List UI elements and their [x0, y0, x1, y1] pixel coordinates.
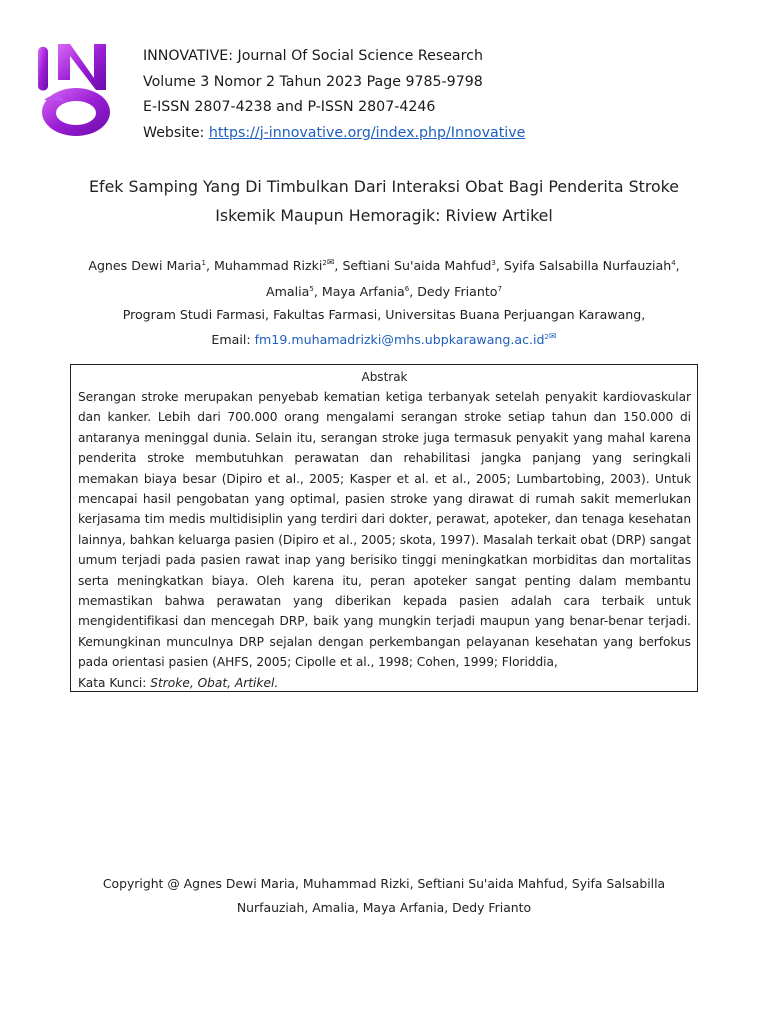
- email-line: [40, 326, 728, 352]
- keywords-value: Stroke, Obat, Artikel.: [150, 675, 279, 690]
- keywords-label: Kata Kunci:: [78, 675, 151, 690]
- envelope-icon: ✉: [549, 332, 557, 343]
- journal-header: [143, 44, 525, 146]
- article-title: [40, 172, 728, 230]
- title-line-1: Efek Samping Yang Di Timbulkan Dari Interaksi Obat Bagi Penderita Stroke: [89, 177, 679, 196]
- abstract-box: [70, 364, 698, 692]
- email-sup: 2: [544, 333, 550, 342]
- author-name: Dedy Frianto: [417, 283, 498, 299]
- copyright-block: [40, 872, 728, 920]
- author-name: Seftiani Su'aida Mahfud: [342, 258, 492, 274]
- website-link[interactable]: https://j-innovative.org/index.php/Innovative: [208, 124, 526, 141]
- copyright-line-2: Nurfauziah, Amalia, Maya Arfania, Dedy Frianto: [236, 900, 532, 915]
- title-line-2: Iskemik Maupun Hemoragik: Riview Artikel: [215, 206, 553, 225]
- author-sup: 5: [309, 284, 314, 293]
- author-sup: 1: [201, 259, 206, 267]
- author-block: [40, 252, 728, 352]
- abstract-text: Serangan stroke merupakan penyebab kematian ketiga terbanyak setelah penyakit kardiovaskular dan kanker. Lebih dari 700.000 orang mengalami serangan stroke setiap tahun dan 150.000 di antaranya meninggal dunia. Selain itu, serangan stroke juga termasuk penyakit yang mahal karena penderita stroke membutuhkan perawatan dan rehabilitasi jangka panjang yang seringkali memakan biaya besar (Dipiro et al., 2005; Kasper et al. et al., 2005; Lumbartobing, 2003). Untuk mencapai hasil pengobatan yang optimal, pasien stroke yang dirawat di rumah sakit memerlukan kerjasama tim medis multidisiplin yang terdiri dari dokter, perawat, apoteker, dan tenaga kesehatan lainnya, bahkan keluarga pasien (Dipiro et al., 2005; skota, 1997). Masalah terkait obat (DRP) sangat umum terjadi pada pasien rawat inap yang berisiko tinggi meningkatkan morbiditas dan mortalitas serta meningkatkan biaya. Oleh karena itu, peran apoteker sangat penting dalam membantu memastikan bahwa perawatan yang diberikan kepada pasien adalah cara terbaik untuk mengidentifikasi dan mencegah DRP, baik yang mungkin terjadi maupun yang benar-benar terjadi. Kemungkinan munculnya DRP sejalan dengan perkembangan pelayanan kesehatan yang berfokus pada orientasi pasien (AHFS, 2005; Cipolle et al., 1998; Cohen, 1999; Floriddia,: [78, 390, 691, 670]
- email-label: Email:: [211, 332, 255, 348]
- author-name: Muhammad Rizki: [213, 258, 323, 274]
- author-list-line-2: Amalia$^5$, Maya Arfania$^6$, Dedy Frianto$^7$: [266, 283, 502, 299]
- author-name: Agnes Dewi Maria: [88, 258, 202, 274]
- author-name: Amalia: [266, 283, 310, 299]
- envelope-icon: ✉: [326, 258, 335, 268]
- author-sup: 3: [491, 259, 496, 267]
- website-label: Website:: [143, 124, 209, 141]
- copyright-line-1: Copyright @ Agnes Dewi Maria, Muhammad Rizki, Seftiani Su'aida Mahfud, Syifa Salsabilla: [102, 876, 666, 891]
- author-sup: 6: [404, 284, 410, 293]
- author-sup: 7: [497, 284, 502, 293]
- author-name: Maya Arfania: [321, 283, 405, 299]
- journal-logo-icon: [34, 40, 114, 140]
- journal-volume: Volume 3 Nomor 2 Tahun 2023 Page 9785-9798: [143, 73, 483, 90]
- affiliation: Program Studi Farmasi, Fakultas Farmasi, Universitas Buana Perjuangan Karawang,: [122, 306, 646, 322]
- author-list-line-1: Agnes Dewi Maria$^1$, Muhammad Rizki$^2$✉, Seftiani Su'aida Mahfud$^3$, Syifa Salsabilla Nurfauziah$^4$,: [40, 252, 728, 278]
- keywords-line: [78, 673, 691, 693]
- email-link[interactable]: fm19.muhamadrizki@mhs.ubpkarawang.ac.id: [254, 332, 545, 348]
- journal-issn: E-ISSN 2807-4238 and P-ISSN 2807-4246: [143, 99, 436, 115]
- author-sup: 4: [671, 259, 676, 267]
- abstract-heading: Abstrak: [361, 370, 408, 384]
- journal-website: [143, 121, 525, 147]
- author-name: Syifa Salsabilla Nurfauziah: [503, 258, 672, 274]
- author-sup: 2: [322, 259, 327, 267]
- journal-name: INNOVATIVE: Journal Of Social Science Research: [143, 48, 483, 64]
